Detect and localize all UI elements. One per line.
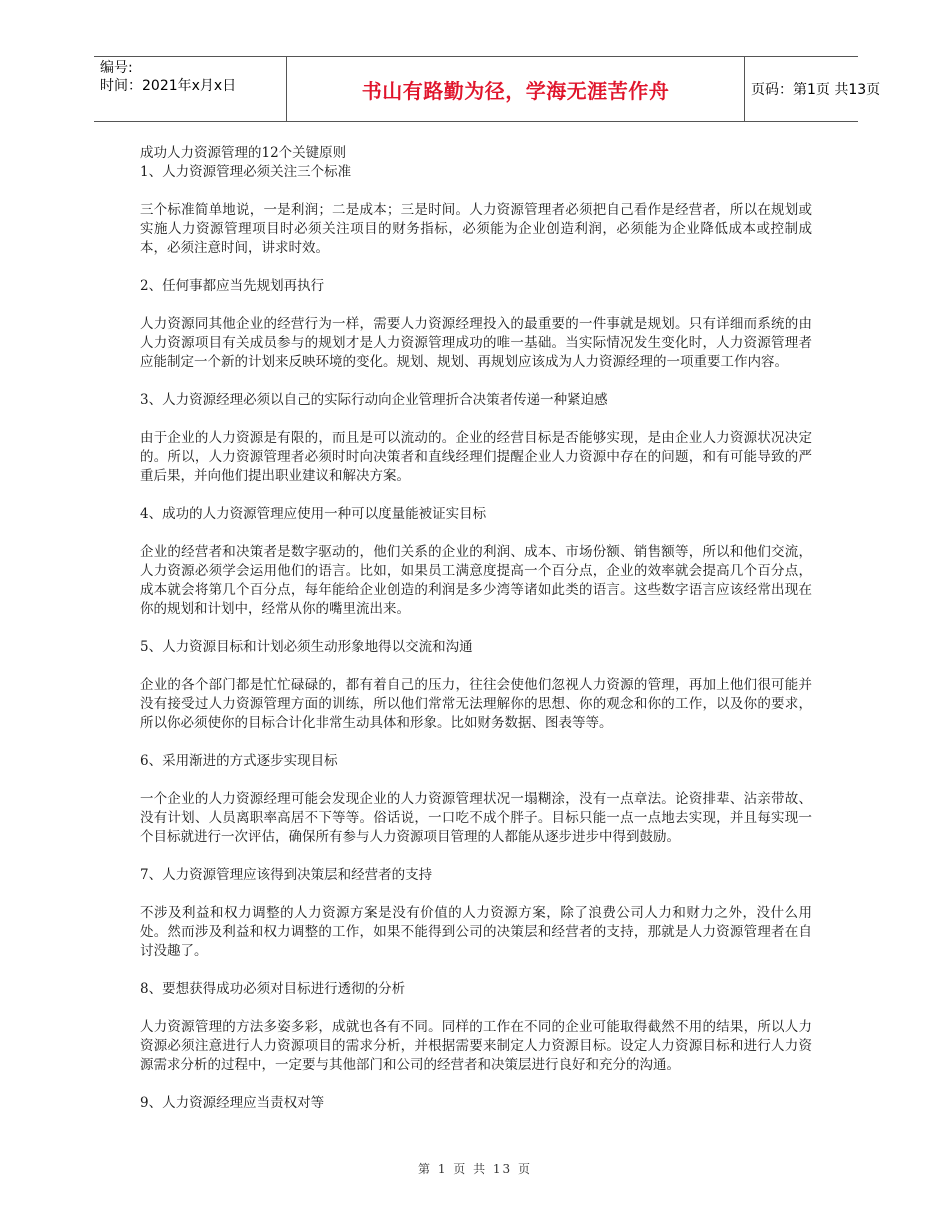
motto-text: 书山有路勤为径，学海无涯苦作舟	[361, 78, 670, 103]
section-heading-3: 3、人力资源经理必须以自己的实际行动向企业管理折合决策者传递一种紧迫感	[140, 392, 608, 408]
header-page-cell	[745, 57, 881, 121]
section-heading-1: 1、人力资源管理必须关注三个标准	[140, 164, 352, 180]
section-heading-2: 2、任何事都应当先规划再执行	[140, 278, 325, 294]
header-meta	[94, 57, 286, 121]
section-body-4: 企业的经营者和决策者是数字驱动的，他们关系的企业的利润、成本、市场份额、销售额等，所以和他们交流，人力资源必须学会运用他们的语言。比如，如果员工满意度提高一个百分点，企业的效率就会提高几个百分点，成本就会将第几个百分点，每年能给企业创造的利润是多少湾等诸如此类的语言。这些数字语言应该经常出现在你的规划和计划中，经常从你的嘴里流出来。	[140, 544, 812, 617]
section-heading-9: 9、人力资源经理应当责权对等	[140, 1095, 325, 1111]
section-heading-4: 4、成功的人力资源管理应使用一种可以度量能被证实目标	[140, 506, 487, 522]
page-info: 页码：第1页 共13页	[751, 82, 881, 98]
document-body	[140, 144, 812, 1113]
document-title: 成功人力资源管理的12个关键原则	[140, 145, 347, 161]
header-motto-cell	[286, 57, 745, 121]
page-header	[94, 56, 881, 122]
section-body-7: 不涉及利益和权力调整的人力资源方案是没有价值的人力资源方案，除了浪费公司人力和财力之外，没什么用处。然而涉及利益和权力调整的工作，如果不能得到公司的决策层和经营者的支持，那就是人力资源管理者在自讨没趣了。	[140, 905, 812, 959]
page-footer: 第 1 页 共 13 页	[418, 1162, 532, 1176]
serial-label: 编号:	[100, 60, 133, 76]
section-body-2: 人力资源同其他企业的经营行为一样，需要人力资源经理投入的最重要的一件事就是规划。只有详细而系统的由人力资源项目有关成员参与的规划才是人力资源管理成功的唯一基础。当实际情况发生变化时，人力资源管理者应能制定一个新的计划来反映环境的变化。规划、规划、再规划应该成为人力资源经理的一项重要工作内容。	[140, 316, 812, 370]
section-heading-8: 8、要想获得成功必须对目标进行透彻的分析	[140, 981, 406, 997]
section-body-1: 三个标准简单地说，一是利润；二是成本；三是时间。人力资源管理者必须把自己看作是经营者，所以在规划或实施人力资源管理项目时必须关注项目的财务指标，必须能为企业创造利润，必须能为企业降低成本或控制成本，必须注意时间，讲求时效。	[140, 202, 812, 256]
section-body-8: 人力资源管理的方法多姿多彩，成就也各有不同。同样的工作在不同的企业可能取得截然不用的结果，所以人力资源必须注意进行人力资源项目的需求分析，并根据需要来制定人力资源目标。设定人力资源目标和进行人力资源需求分析的过程中，一定要与其他部门和公司的经营者和决策层进行良好和充分的沟通。	[140, 1019, 812, 1073]
section-heading-5: 5、人力资源目标和计划必须生动形象地得以交流和沟通	[140, 639, 473, 655]
date-label: 时间：2021年x月x日	[100, 78, 237, 94]
section-body-3: 由于企业的人力资源是有限的，而且是可以流动的。企业的经营目标是否能够实现，是由企业人力资源状况决定的。所以，人力资源管理者必须时时向决策者和直线经理们提醒企业人力资源中存在的问题，和有可能导致的严重后果，并向他们提出职业建议和解决方案。	[140, 430, 812, 484]
section-body-5: 企业的各个部门都是忙忙碌碌的，都有着自己的压力，往往会使他们忽视人力资源的管理，再加上他们很可能并没有接受过人力资源管理方面的训练，所以他们常常无法理解你的思想、你的观念和你的工作，以及你的要求，所以你必须使你的目标合计化非常生动具体和形象。比如财务数据、图表等等。	[140, 677, 812, 731]
section-heading-6: 6、采用渐进的方式逐步实现目标	[140, 753, 338, 769]
section-heading-7: 7、人力资源管理应该得到决策层和经营者的支持	[140, 867, 433, 883]
section-body-6: 一个企业的人力资源经理可能会发现企业的人力资源管理状况一塌糊涂，没有一点章法。论资排辈、沾亲带故、没有计划、人员离职率高居不下等等。俗话说，一口吃不成个胖子。目标只能一点一点地去实现，并且每实现一个目标就进行一次评估，确保所有参与人力资源项目管理的人都能从逐步进步中得到鼓励。	[140, 791, 812, 845]
